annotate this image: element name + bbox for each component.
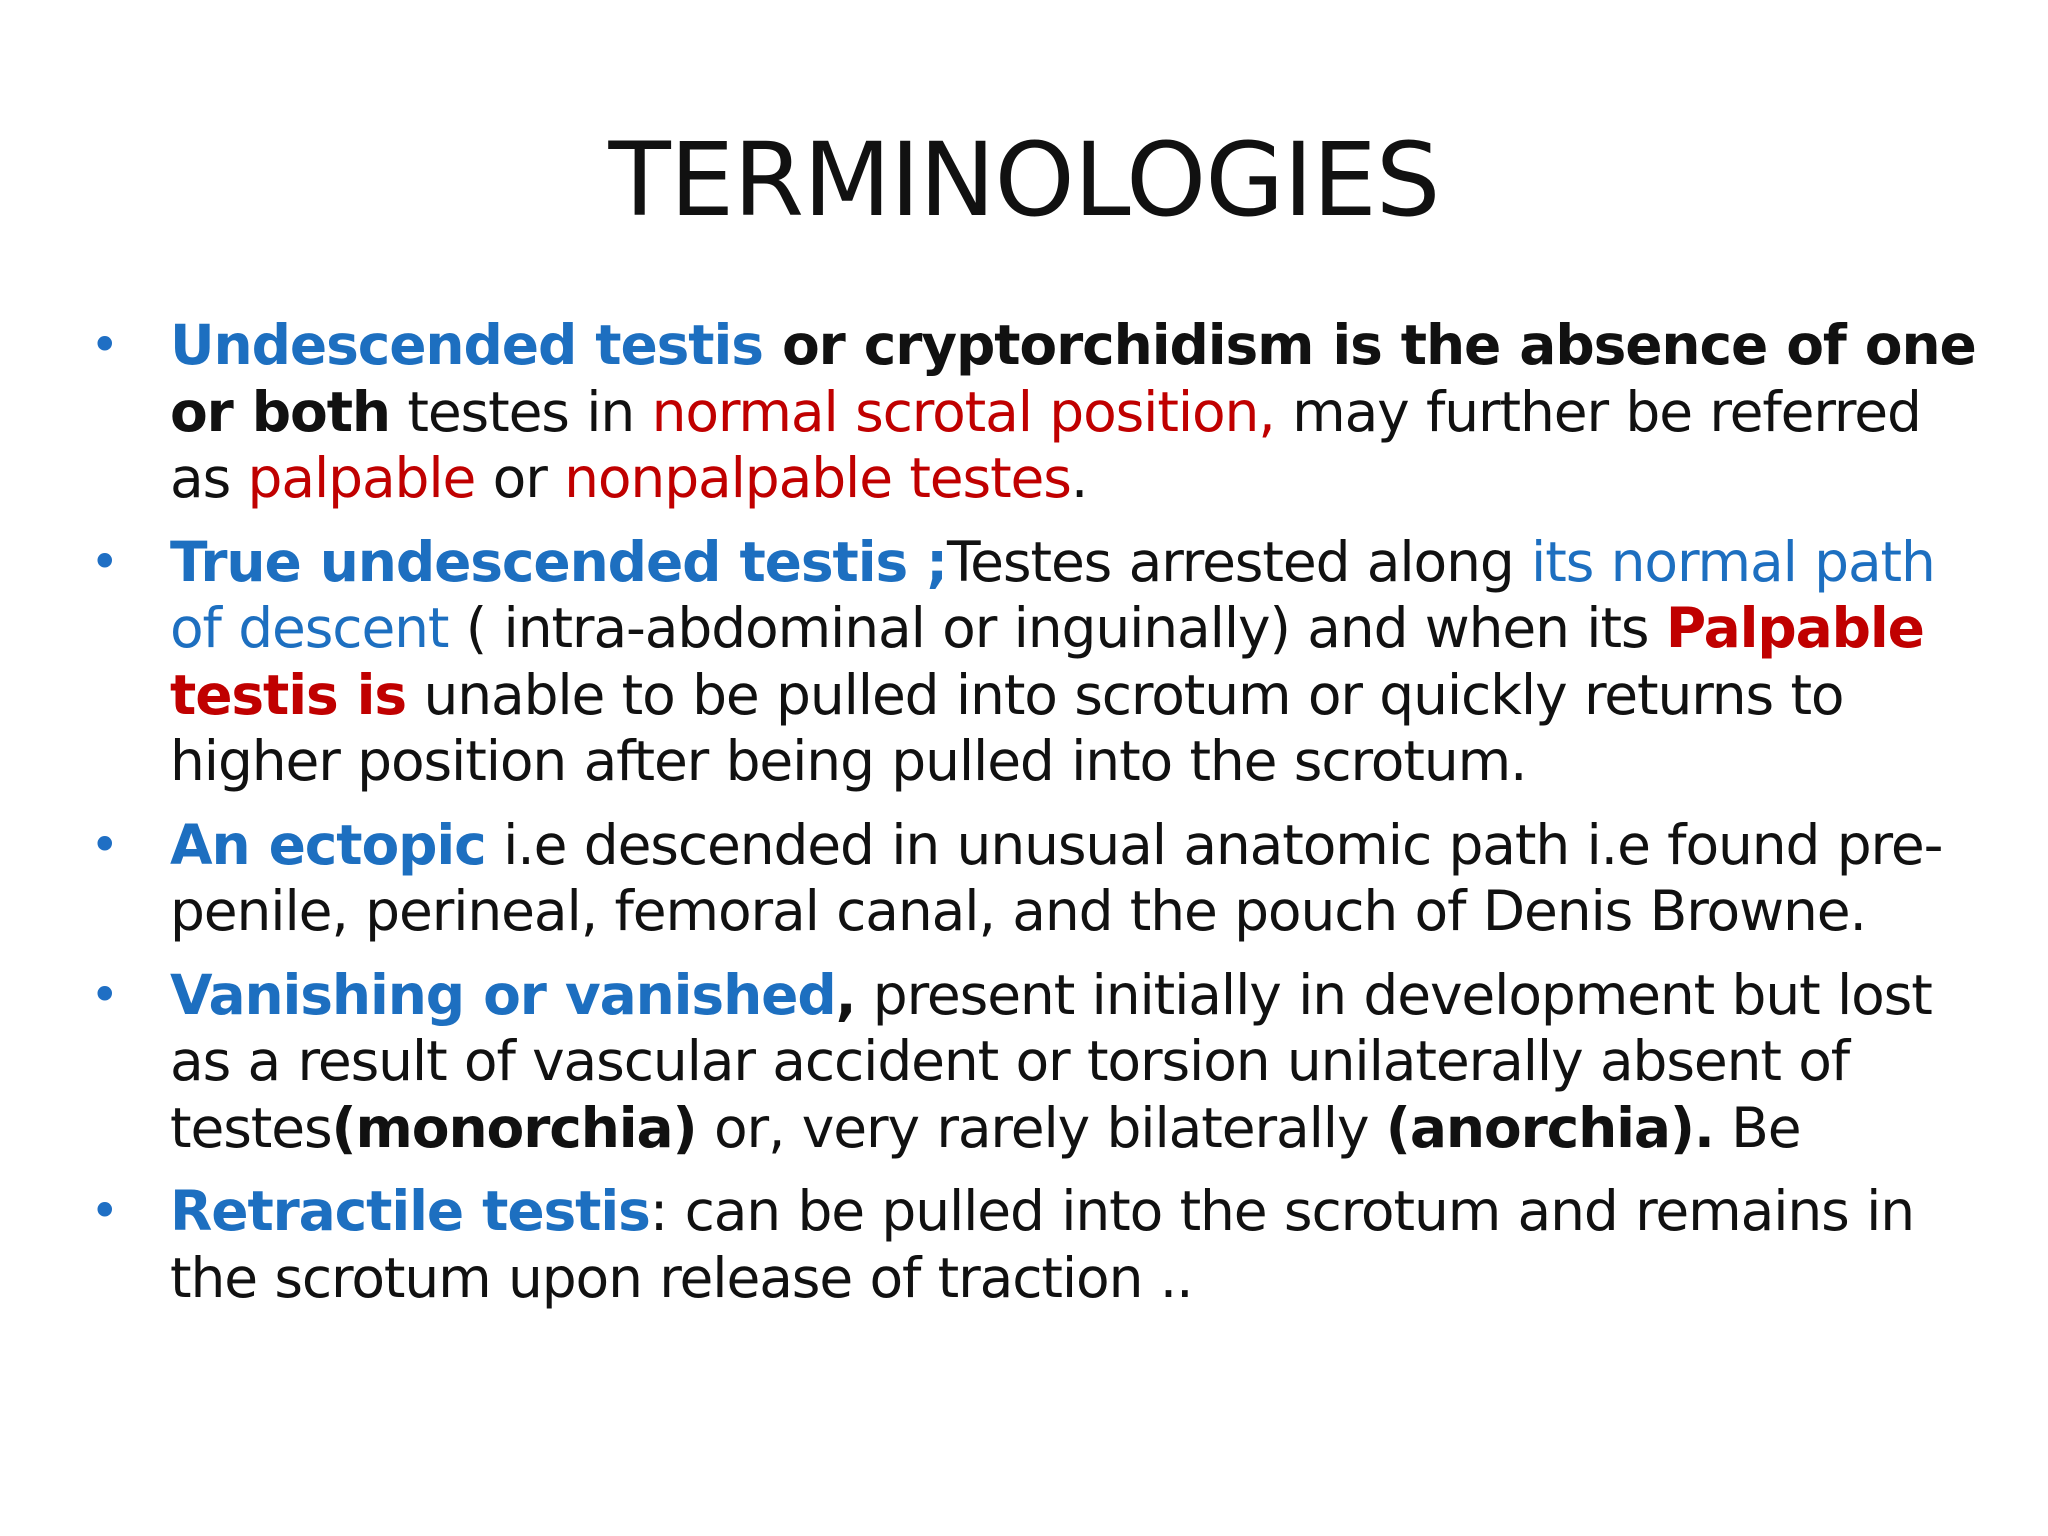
term-monorchia: (monorchia) <box>331 1095 697 1160</box>
definition-bold: or cryptorchidism is the absence of one or both <box>170 313 1976 444</box>
highlight-normal-scrotal-position: normal scrotal position, <box>651 379 1275 444</box>
text-segment: or <box>475 446 565 510</box>
bullet-text <box>170 313 1976 510</box>
term-ectopic: An ectopic <box>170 812 486 877</box>
text-segment: Testes arrested along <box>947 529 1532 594</box>
text-segment: , <box>835 962 856 1027</box>
bullet-item-true-undescended <box>90 529 1990 795</box>
text-segment: present initially in development but lost as a result of vascular accident or torsion unilaterally absent of testes <box>170 962 1932 1160</box>
bullet-dot-icon: • <box>90 965 119 1024</box>
term-palpable-testis: Palpable testis is <box>170 596 1924 727</box>
text-segment: Be <box>1713 1095 1801 1160</box>
term-anorchia: (anorchia). <box>1385 1095 1714 1160</box>
text-segment: testes in <box>389 379 652 444</box>
term-retractile-testis: Retractile testis <box>170 1179 650 1243</box>
bullet-item-ectopic <box>90 812 1990 945</box>
text-segment: i.e descended in unusual anatomic path i.e found pre-penile, perineal, femoral canal, and the pouch of Denis Browne. <box>170 812 1943 943</box>
highlight-normal-path-of-descent: its normal path of descent <box>170 529 1935 660</box>
bullet-text <box>170 963 1932 1160</box>
text-segment: or, very rarely bilaterally <box>696 1095 1386 1160</box>
bullet-item-vanishing <box>90 962 1990 1162</box>
bullet-item-retractile <box>90 1178 1990 1311</box>
term-vanishing: Vanishing or vanished <box>170 962 836 1027</box>
text-segment: unable to be pulled into scrotum or quickly returns to higher position after being pulled into the scrotum. <box>170 662 1844 793</box>
bullet-text <box>170 1179 1914 1310</box>
text-segment: . <box>1070 446 1088 510</box>
highlight-nonpalpable-testes: nonpalpable testes <box>564 446 1071 510</box>
highlight-palpable: palpable <box>247 446 476 510</box>
slide-title: TERMINOLOGIES <box>608 121 1440 240</box>
bullet-item-undescended <box>90 312 1990 512</box>
bullet-list <box>90 312 1990 1328</box>
term-undescended-testis: Undescended testis <box>170 313 763 377</box>
bullet-dot-icon: • <box>90 815 119 874</box>
text-segment: may further be referred as <box>170 379 1921 510</box>
term-true-undescended-testis: True undescended testis ; <box>170 529 948 594</box>
bullet-text <box>170 813 1942 944</box>
bullet-text <box>170 530 1935 794</box>
text-segment: ( intra-abdominal or inguinally) and when its <box>448 596 1666 660</box>
bullet-dot-icon: • <box>90 532 119 591</box>
bullet-dot-icon: • <box>90 316 119 374</box>
text-segment: : can be pulled into the scrotum and remains in the scrotum upon release of traction .. <box>170 1179 1915 1310</box>
bullet-dot-icon: • <box>90 1182 119 1240</box>
